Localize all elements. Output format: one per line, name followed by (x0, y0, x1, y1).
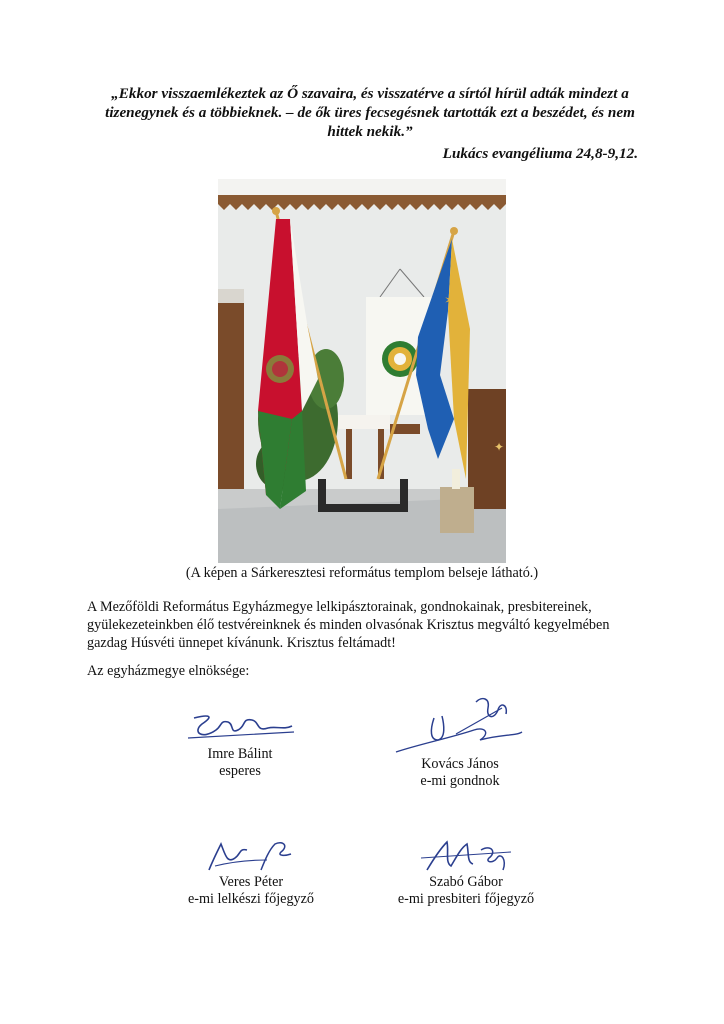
svg-text:✶: ✶ (444, 293, 456, 309)
signatory-name: Veres Péter (218, 874, 284, 890)
signatory-role: e-mi presbiteri főjegyző (397, 891, 535, 907)
signoff-lead: Az egyházmegye elnöksége: (87, 663, 250, 679)
handwritten-signature-4 (411, 836, 521, 874)
svg-text:✦: ✦ (494, 440, 505, 454)
signature-block-1 (170, 708, 310, 780)
handwritten-signature-3 (191, 836, 311, 874)
signatory-role: e-mi lelkészi főjegyző (187, 891, 315, 907)
handwritten-signature-2 (390, 694, 530, 756)
signatory-name: Imre Bálint (207, 746, 273, 762)
bible-quote: „Ekkor visszaemlékeztek az Ő szavaira, és visszatérve a sírtól hírül adták mindezt a tizenegynek és a többieknek. – de ők üres fecsegésnek tartották ezt a beszédet, és nem hittek nekik.” (105, 85, 635, 140)
signatory-name: Kovács János (421, 756, 499, 772)
photo-caption: (A képen a Sárkeresztesi református templom belseje látható.) (185, 565, 539, 581)
signatory-name: Szabó Gábor (429, 874, 503, 890)
signatory-role: e-mi gondnok (420, 773, 500, 789)
easter-greeting: A Mezőföldi Református Egyházmegye lelkipásztorainak, gondnokainak, presbitereinek, gyülekezeteinkben élő testvéreinknek és minden olvasónak Krisztus megváltó kegyelmében gazdag Húsvéti ünnepet kívánunk. Krisztus feltámadt! (87, 599, 610, 651)
handwritten-signature-1 (180, 708, 300, 746)
signature-block-4 (386, 836, 546, 908)
signature-block-3 (166, 836, 336, 908)
signature-block-2 (385, 694, 535, 790)
bible-reference: Lukács evangéliuma 24,8-9,12. (442, 145, 638, 162)
church-interior-photo (218, 179, 506, 563)
signatory-role: esperes (219, 763, 261, 779)
